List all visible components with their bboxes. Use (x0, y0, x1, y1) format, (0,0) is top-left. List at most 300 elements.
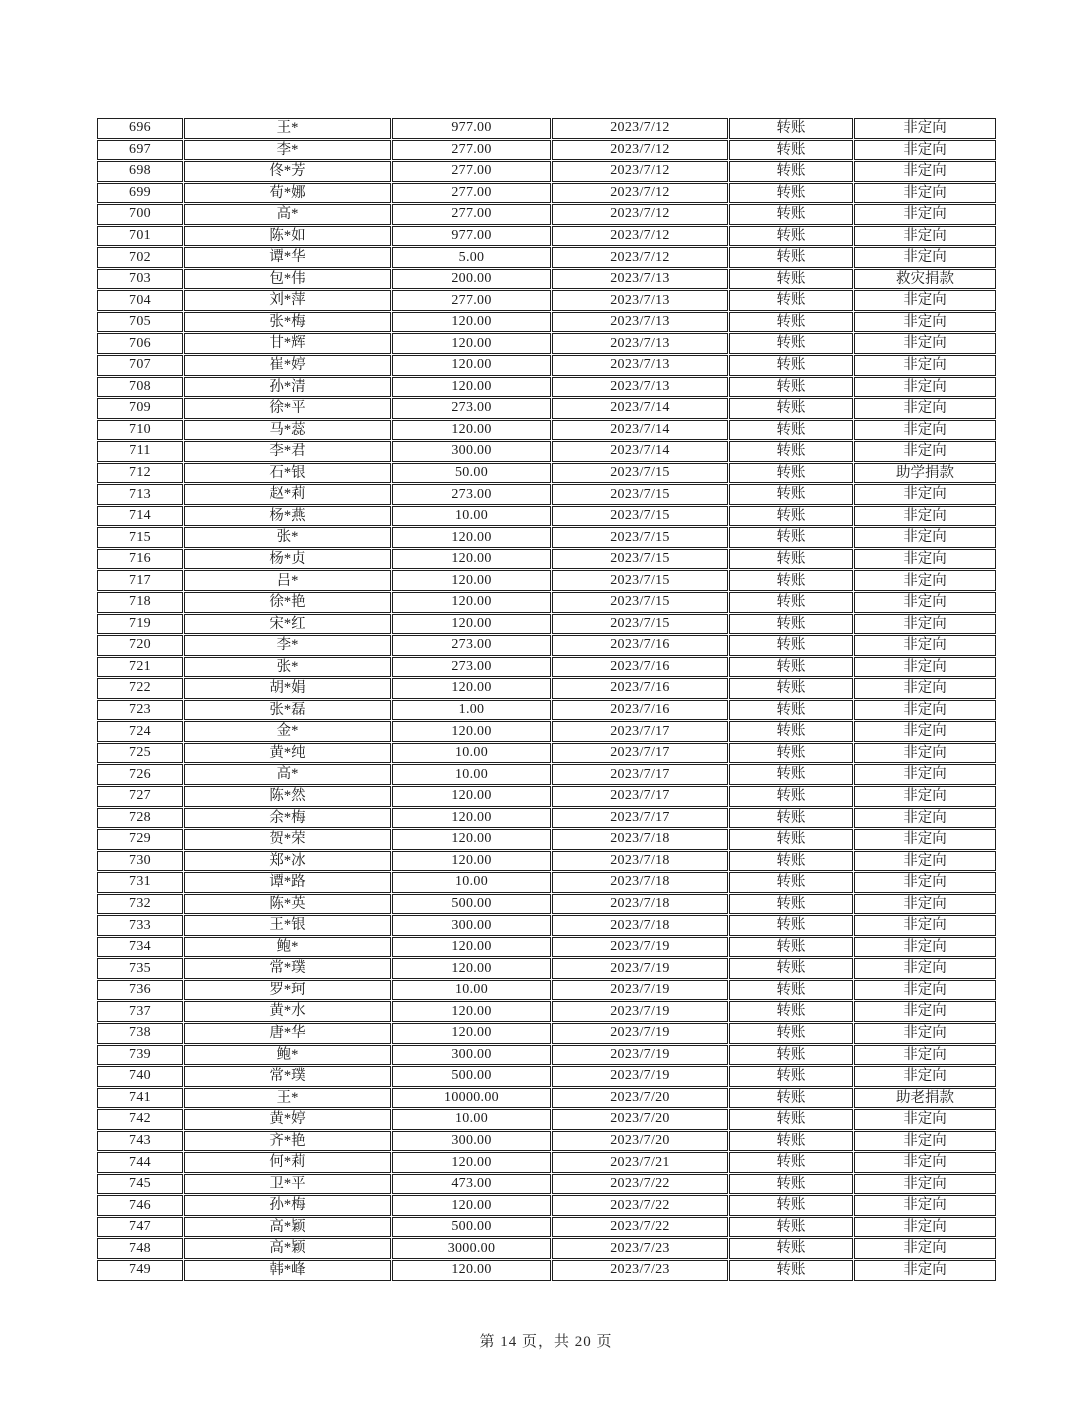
cell-donor-name: 孙*梅 (184, 1195, 391, 1216)
cell-donation-category: 非定向 (854, 1260, 996, 1281)
cell-serial-number: 717 (97, 570, 183, 591)
table-row (97, 398, 998, 419)
cell-date: 2023/7/17 (552, 743, 728, 764)
cell-donation-category: 非定向 (854, 527, 996, 548)
cell-date: 2023/7/17 (552, 764, 728, 785)
cell-serial-number: 738 (97, 1023, 183, 1044)
table-row (97, 1217, 998, 1238)
cell-amount: 1.00 (392, 700, 551, 721)
cell-payment-method: 转账 (729, 764, 853, 785)
table-row (97, 915, 998, 936)
cell-donation-category: 非定向 (854, 743, 996, 764)
cell-donor-name: 刘*萍 (184, 290, 391, 311)
cell-amount: 300.00 (392, 1045, 551, 1066)
cell-donation-category: 助学捐款 (854, 463, 996, 484)
cell-payment-method: 转账 (729, 894, 853, 915)
cell-date: 2023/7/13 (552, 333, 728, 354)
cell-amount: 277.00 (392, 161, 551, 182)
cell-amount: 120.00 (392, 312, 551, 333)
cell-serial-number: 702 (97, 247, 183, 268)
cell-date: 2023/7/12 (552, 226, 728, 247)
cell-amount: 120.00 (392, 829, 551, 850)
cell-payment-method: 转账 (729, 851, 853, 872)
cell-donor-name: 包*伟 (184, 269, 391, 290)
cell-donation-category: 非定向 (854, 937, 996, 958)
cell-amount: 120.00 (392, 614, 551, 635)
cell-payment-method: 转账 (729, 527, 853, 548)
cell-donor-name: 王* (184, 118, 391, 139)
cell-amount: 10.00 (392, 1109, 551, 1130)
cell-date: 2023/7/19 (552, 1066, 728, 1087)
cell-donor-name: 张* (184, 527, 391, 548)
cell-donation-category: 非定向 (854, 312, 996, 333)
cell-payment-method: 转账 (729, 678, 853, 699)
cell-donor-name: 高*颖 (184, 1238, 391, 1259)
table-row (97, 1131, 998, 1152)
cell-amount: 10.00 (392, 872, 551, 893)
cell-payment-method: 转账 (729, 463, 853, 484)
cell-donation-category: 非定向 (854, 506, 996, 527)
cell-payment-method: 转账 (729, 420, 853, 441)
cell-donor-name: 黄*水 (184, 1001, 391, 1022)
cell-amount: 273.00 (392, 484, 551, 505)
cell-donor-name: 张*梅 (184, 312, 391, 333)
cell-payment-method: 转账 (729, 506, 853, 527)
cell-date: 2023/7/16 (552, 678, 728, 699)
table-row (97, 333, 998, 354)
table-row (97, 786, 998, 807)
cell-donor-name: 王* (184, 1088, 391, 1109)
cell-payment-method: 转账 (729, 1131, 853, 1152)
cell-serial-number: 716 (97, 549, 183, 570)
cell-donor-name: 宋*红 (184, 614, 391, 635)
cell-payment-method: 转账 (729, 1174, 853, 1195)
cell-amount: 273.00 (392, 635, 551, 656)
cell-amount: 273.00 (392, 398, 551, 419)
cell-donor-name: 谭*路 (184, 872, 391, 893)
cell-serial-number: 713 (97, 484, 183, 505)
cell-amount: 277.00 (392, 290, 551, 311)
cell-amount: 500.00 (392, 1066, 551, 1087)
cell-amount: 120.00 (392, 786, 551, 807)
cell-serial-number: 698 (97, 161, 183, 182)
cell-serial-number: 712 (97, 463, 183, 484)
cell-serial-number: 744 (97, 1152, 183, 1173)
cell-donation-category: 非定向 (854, 678, 996, 699)
cell-serial-number: 697 (97, 140, 183, 161)
cell-amount: 10000.00 (392, 1088, 551, 1109)
cell-donation-category: 非定向 (854, 290, 996, 311)
cell-serial-number: 724 (97, 721, 183, 742)
cell-date: 2023/7/19 (552, 1045, 728, 1066)
cell-date: 2023/7/12 (552, 118, 728, 139)
cell-serial-number: 741 (97, 1088, 183, 1109)
cell-date: 2023/7/12 (552, 140, 728, 161)
cell-amount: 10.00 (392, 980, 551, 1001)
cell-payment-method: 转账 (729, 743, 853, 764)
table-row (97, 1174, 998, 1195)
table-row (97, 1109, 998, 1130)
table-row (97, 743, 998, 764)
table-row (97, 1152, 998, 1173)
cell-date: 2023/7/16 (552, 635, 728, 656)
cell-donation-category: 非定向 (854, 1066, 996, 1087)
cell-payment-method: 转账 (729, 786, 853, 807)
cell-date: 2023/7/20 (552, 1131, 728, 1152)
cell-donation-category: 非定向 (854, 915, 996, 936)
cell-donation-category: 非定向 (854, 614, 996, 635)
cell-amount: 277.00 (392, 140, 551, 161)
cell-donor-name: 高*颖 (184, 1217, 391, 1238)
cell-donor-name: 卫*平 (184, 1174, 391, 1195)
table-row (97, 290, 998, 311)
cell-serial-number: 711 (97, 441, 183, 462)
cell-donation-category: 非定向 (854, 118, 996, 139)
cell-date: 2023/7/23 (552, 1260, 728, 1281)
cell-serial-number: 715 (97, 527, 183, 548)
cell-date: 2023/7/13 (552, 355, 728, 376)
cell-payment-method: 转账 (729, 635, 853, 656)
cell-serial-number: 735 (97, 958, 183, 979)
cell-amount: 300.00 (392, 441, 551, 462)
cell-date: 2023/7/12 (552, 247, 728, 268)
cell-amount: 10.00 (392, 743, 551, 764)
cell-donation-category: 助老捐款 (854, 1088, 996, 1109)
cell-date: 2023/7/12 (552, 204, 728, 225)
cell-donor-name: 常*璞 (184, 1066, 391, 1087)
cell-payment-method: 转账 (729, 592, 853, 613)
cell-donor-name: 高* (184, 764, 391, 785)
table-row (97, 851, 998, 872)
cell-date: 2023/7/17 (552, 721, 728, 742)
cell-donor-name: 徐*艳 (184, 592, 391, 613)
cell-date: 2023/7/15 (552, 549, 728, 570)
cell-serial-number: 736 (97, 980, 183, 1001)
cell-serial-number: 720 (97, 635, 183, 656)
cell-date: 2023/7/16 (552, 700, 728, 721)
cell-donation-category: 非定向 (854, 1109, 996, 1130)
cell-payment-method: 转账 (729, 915, 853, 936)
cell-donor-name: 李* (184, 140, 391, 161)
cell-amount: 3000.00 (392, 1238, 551, 1259)
cell-date: 2023/7/23 (552, 1238, 728, 1259)
cell-amount: 277.00 (392, 183, 551, 204)
cell-serial-number: 704 (97, 290, 183, 311)
cell-donor-name: 鲍* (184, 937, 391, 958)
cell-amount: 50.00 (392, 463, 551, 484)
cell-donor-name: 张*磊 (184, 700, 391, 721)
cell-payment-method: 转账 (729, 1001, 853, 1022)
cell-date: 2023/7/15 (552, 527, 728, 548)
table-row (97, 980, 998, 1001)
cell-donor-name: 陈*如 (184, 226, 391, 247)
cell-serial-number: 733 (97, 915, 183, 936)
cell-serial-number: 740 (97, 1066, 183, 1087)
table-row (97, 140, 998, 161)
cell-payment-method: 转账 (729, 1152, 853, 1173)
cell-donor-name: 荀*娜 (184, 183, 391, 204)
cell-payment-method: 转账 (729, 1109, 853, 1130)
table-row (97, 1066, 998, 1087)
cell-date: 2023/7/22 (552, 1195, 728, 1216)
cell-payment-method: 转账 (729, 1088, 853, 1109)
donation-records-table (97, 118, 998, 1281)
cell-donor-name: 赵*莉 (184, 484, 391, 505)
cell-amount: 200.00 (392, 269, 551, 290)
cell-payment-method: 转账 (729, 355, 853, 376)
cell-donor-name: 黄*纯 (184, 743, 391, 764)
cell-serial-number: 739 (97, 1045, 183, 1066)
cell-donor-name: 常*璞 (184, 958, 391, 979)
cell-donor-name: 韩*峰 (184, 1260, 391, 1281)
cell-date: 2023/7/22 (552, 1174, 728, 1195)
table-row (97, 1001, 998, 1022)
cell-date: 2023/7/15 (552, 506, 728, 527)
cell-date: 2023/7/22 (552, 1217, 728, 1238)
cell-donation-category: 非定向 (854, 721, 996, 742)
table-row (97, 463, 998, 484)
cell-date: 2023/7/14 (552, 420, 728, 441)
cell-serial-number: 714 (97, 506, 183, 527)
cell-date: 2023/7/16 (552, 657, 728, 678)
cell-payment-method: 转账 (729, 398, 853, 419)
cell-donor-name: 鲍* (184, 1045, 391, 1066)
table-row (97, 1238, 998, 1259)
cell-donor-name: 王*银 (184, 915, 391, 936)
cell-date: 2023/7/19 (552, 937, 728, 958)
cell-payment-method: 转账 (729, 614, 853, 635)
cell-payment-method: 转账 (729, 269, 853, 290)
table-row (97, 183, 998, 204)
table-row (97, 894, 998, 915)
cell-amount: 5.00 (392, 247, 551, 268)
cell-donor-name: 石*银 (184, 463, 391, 484)
cell-serial-number: 731 (97, 872, 183, 893)
cell-amount: 120.00 (392, 592, 551, 613)
cell-donation-category: 非定向 (854, 484, 996, 505)
cell-payment-method: 转账 (729, 247, 853, 268)
cell-donor-name: 崔*婷 (184, 355, 391, 376)
table-row (97, 420, 998, 441)
cell-donation-category: 非定向 (854, 894, 996, 915)
cell-date: 2023/7/13 (552, 312, 728, 333)
cell-payment-method: 转账 (729, 1217, 853, 1238)
cell-payment-method: 转账 (729, 700, 853, 721)
cell-donation-category: 非定向 (854, 1152, 996, 1173)
cell-donor-name: 杨*贞 (184, 549, 391, 570)
cell-serial-number: 730 (97, 851, 183, 872)
table-row (97, 872, 998, 893)
table-row (97, 614, 998, 635)
cell-date: 2023/7/12 (552, 161, 728, 182)
cell-serial-number: 719 (97, 614, 183, 635)
cell-serial-number: 746 (97, 1195, 183, 1216)
cell-payment-method: 转账 (729, 937, 853, 958)
cell-donation-category: 非定向 (854, 204, 996, 225)
cell-serial-number: 725 (97, 743, 183, 764)
cell-serial-number: 742 (97, 1109, 183, 1130)
table-row (97, 1195, 998, 1216)
cell-donation-category: 非定向 (854, 377, 996, 398)
cell-serial-number: 747 (97, 1217, 183, 1238)
cell-date: 2023/7/13 (552, 377, 728, 398)
cell-donation-category: 非定向 (854, 161, 996, 182)
cell-serial-number: 726 (97, 764, 183, 785)
cell-serial-number: 696 (97, 118, 183, 139)
cell-payment-method: 转账 (729, 549, 853, 570)
cell-date: 2023/7/17 (552, 786, 728, 807)
table-row (97, 527, 998, 548)
table-row (97, 700, 998, 721)
cell-amount: 120.00 (392, 1001, 551, 1022)
cell-amount: 120.00 (392, 1152, 551, 1173)
cell-serial-number: 709 (97, 398, 183, 419)
cell-payment-method: 转账 (729, 333, 853, 354)
cell-payment-method: 转账 (729, 1260, 853, 1281)
table-row (97, 1088, 998, 1109)
cell-serial-number: 748 (97, 1238, 183, 1259)
table-row (97, 441, 998, 462)
cell-payment-method: 转账 (729, 484, 853, 505)
table-row (97, 247, 998, 268)
cell-donor-name: 佟*芳 (184, 161, 391, 182)
table-row (97, 312, 998, 333)
table-row (97, 764, 998, 785)
cell-payment-method: 转账 (729, 290, 853, 311)
cell-donation-category: 非定向 (854, 549, 996, 570)
table-row (97, 829, 998, 850)
cell-donation-category: 非定向 (854, 1238, 996, 1259)
table-row (97, 808, 998, 829)
cell-payment-method: 转账 (729, 377, 853, 398)
cell-donor-name: 吕* (184, 570, 391, 591)
cell-donor-name: 高* (184, 204, 391, 225)
cell-donation-category: 非定向 (854, 700, 996, 721)
cell-amount: 120.00 (392, 1260, 551, 1281)
cell-donation-category: 非定向 (854, 1001, 996, 1022)
cell-payment-method: 转账 (729, 140, 853, 161)
cell-serial-number: 718 (97, 592, 183, 613)
cell-date: 2023/7/19 (552, 980, 728, 1001)
table-row (97, 506, 998, 527)
cell-date: 2023/7/12 (552, 183, 728, 204)
cell-payment-method: 转账 (729, 183, 853, 204)
cell-date: 2023/7/15 (552, 614, 728, 635)
cell-amount: 10.00 (392, 764, 551, 785)
cell-payment-method: 转账 (729, 980, 853, 1001)
cell-donation-category: 非定向 (854, 851, 996, 872)
cell-donor-name: 徐*平 (184, 398, 391, 419)
cell-date: 2023/7/20 (552, 1109, 728, 1130)
cell-donation-category: 非定向 (854, 570, 996, 591)
table-row (97, 1023, 998, 1044)
cell-donation-category: 非定向 (854, 398, 996, 419)
cell-amount: 120.00 (392, 678, 551, 699)
cell-serial-number: 729 (97, 829, 183, 850)
cell-donation-category: 非定向 (854, 226, 996, 247)
cell-donation-category: 非定向 (854, 441, 996, 462)
table-row (97, 226, 998, 247)
cell-amount: 273.00 (392, 657, 551, 678)
cell-payment-method: 转账 (729, 1045, 853, 1066)
cell-donation-category: 非定向 (854, 1174, 996, 1195)
cell-amount: 120.00 (392, 527, 551, 548)
cell-donation-category: 非定向 (854, 635, 996, 656)
cell-donor-name: 金* (184, 721, 391, 742)
cell-amount: 120.00 (392, 377, 551, 398)
cell-amount: 277.00 (392, 204, 551, 225)
page-number-footer: 第 14 页，共 20 页 (479, 1334, 613, 1350)
cell-payment-method: 转账 (729, 872, 853, 893)
cell-date: 2023/7/21 (552, 1152, 728, 1173)
cell-donor-name: 甘*辉 (184, 333, 391, 354)
cell-date: 2023/7/19 (552, 958, 728, 979)
cell-date: 2023/7/18 (552, 915, 728, 936)
cell-payment-method: 转账 (729, 226, 853, 247)
cell-serial-number: 699 (97, 183, 183, 204)
cell-donation-category: 非定向 (854, 786, 996, 807)
cell-donor-name: 唐*华 (184, 1023, 391, 1044)
cell-payment-method: 转账 (729, 441, 853, 462)
cell-donation-category: 非定向 (854, 1131, 996, 1152)
cell-date: 2023/7/15 (552, 463, 728, 484)
cell-amount: 120.00 (392, 1195, 551, 1216)
cell-date: 2023/7/18 (552, 872, 728, 893)
table-row (97, 484, 998, 505)
cell-serial-number: 732 (97, 894, 183, 915)
cell-donor-name: 何*莉 (184, 1152, 391, 1173)
table-row (97, 549, 998, 570)
cell-donation-category: 非定向 (854, 980, 996, 1001)
cell-date: 2023/7/18 (552, 851, 728, 872)
cell-serial-number: 707 (97, 355, 183, 376)
cell-payment-method: 转账 (729, 161, 853, 182)
cell-donation-category: 非定向 (854, 657, 996, 678)
cell-amount: 300.00 (392, 915, 551, 936)
table-row (97, 1260, 998, 1281)
cell-donor-name: 马*蕊 (184, 420, 391, 441)
cell-donor-name: 李* (184, 635, 391, 656)
cell-date: 2023/7/17 (552, 808, 728, 829)
table-row (97, 657, 998, 678)
cell-payment-method: 转账 (729, 1066, 853, 1087)
cell-donation-category: 非定向 (854, 958, 996, 979)
cell-date: 2023/7/15 (552, 592, 728, 613)
cell-amount: 473.00 (392, 1174, 551, 1195)
cell-date: 2023/7/13 (552, 290, 728, 311)
cell-payment-method: 转账 (729, 570, 853, 591)
cell-payment-method: 转账 (729, 808, 853, 829)
cell-donation-category: 非定向 (854, 420, 996, 441)
table-row (97, 204, 998, 225)
cell-date: 2023/7/14 (552, 398, 728, 419)
cell-serial-number: 743 (97, 1131, 183, 1152)
cell-amount: 120.00 (392, 1023, 551, 1044)
cell-donation-category: 非定向 (854, 1045, 996, 1066)
cell-donation-category: 非定向 (854, 872, 996, 893)
cell-serial-number: 734 (97, 937, 183, 958)
cell-date: 2023/7/20 (552, 1088, 728, 1109)
cell-donor-name: 陈*英 (184, 894, 391, 915)
table-row (97, 377, 998, 398)
cell-payment-method: 转账 (729, 118, 853, 139)
cell-amount: 120.00 (392, 937, 551, 958)
cell-amount: 120.00 (392, 570, 551, 591)
cell-amount: 977.00 (392, 118, 551, 139)
cell-donation-category: 非定向 (854, 183, 996, 204)
cell-donation-category: 救灾捐款 (854, 269, 996, 290)
table-row (97, 678, 998, 699)
